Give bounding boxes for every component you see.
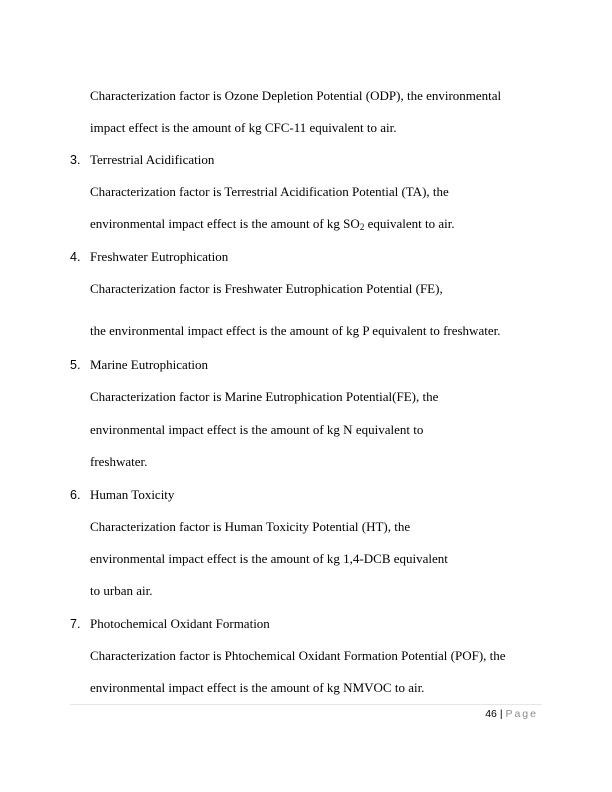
item-4-title: Freshwater Eutrophication xyxy=(90,249,229,264)
page-label: Page xyxy=(505,708,538,720)
item-4-line-1: Characterization factor is Freshwater Eutrophication Potential (FE), xyxy=(90,281,443,296)
item-7-line-1: Characterization factor is Phtochemical Oxidant Formation Potential (POF), the xyxy=(90,648,506,663)
item-6-line-1: Characterization factor is Human Toxicity Potential (HT), the xyxy=(90,519,411,534)
item-5-line-3: freshwater. xyxy=(90,454,148,469)
item-7-title: Photochemical Oxidant Formation xyxy=(90,616,270,631)
item-3-line-1: Characterization factor is Terrestrial Acidification Potential (TA), the xyxy=(90,184,449,199)
footer-divider xyxy=(70,704,542,705)
page-footer xyxy=(485,707,538,721)
item-6-title: Human Toxicity xyxy=(90,487,175,502)
item-3-title: Terrestrial Acidification xyxy=(90,152,215,167)
item-6-line-2: environmental impact effect is the amount of kg 1,4-DCB equivalent xyxy=(90,551,448,566)
item-5-title: Marine Eutrophication xyxy=(90,357,209,372)
item-4-number: 4. xyxy=(70,250,81,264)
intro-line-2: impact effect is the amount of kg CFC-11 equivalent to air. xyxy=(90,120,397,135)
item-3-line-2-post: equivalent to air. xyxy=(364,216,455,231)
item-3-number: 3. xyxy=(70,153,81,167)
item-3-line-2-pre: environmental impact effect is the amount of kg SO xyxy=(90,216,360,231)
item-3-line-2 xyxy=(90,216,455,235)
item-6-number: 6. xyxy=(70,488,81,502)
item-6-line-3: to urban air. xyxy=(90,583,153,598)
item-5-line-2: environmental impact effect is the amount of kg N equivalent to xyxy=(90,422,424,437)
item-7-number: 7. xyxy=(70,617,81,631)
intro-line-1: Characterization factor is Ozone Depletion Potential (ODP), the environmental xyxy=(90,88,502,103)
page-separator: | xyxy=(499,708,503,720)
item-5-line-1: Characterization factor is Marine Eutrophication Potential(FE), the xyxy=(90,389,439,404)
item-5-number: 5. xyxy=(70,358,81,372)
item-4-line-2: the environmental impact effect is the amount of kg P equivalent to freshwater. xyxy=(90,323,501,338)
item-7-line-2: environmental impact effect is the amount of kg NMVOC to air. xyxy=(90,680,425,695)
page-number: 46 xyxy=(485,708,497,720)
item-3-line-2-subscript: 2 xyxy=(359,222,365,232)
